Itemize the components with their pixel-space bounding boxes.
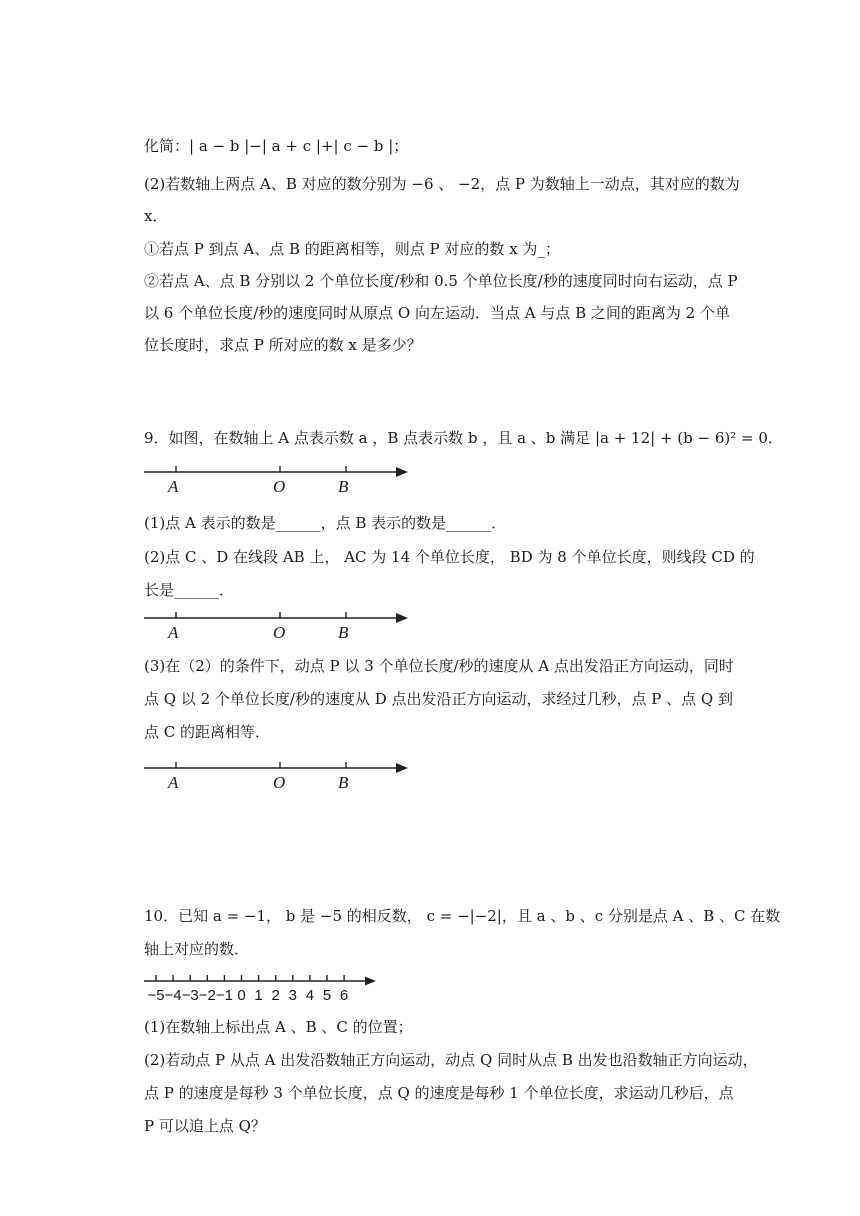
p8-q2b-line2: 以 6 个单位长度/秒的速度同时从原点 O 向左运动．当点 A 与点 B 之间的距离为 2 个单 <box>144 304 730 322</box>
p9-q1: (1)点 A 表示的数是______，点 B 表示的数是______． <box>144 514 507 532</box>
number-line-2 <box>140 608 410 644</box>
p8-q2b-line3: 位长度时，求点 P 所对应的数 x 是多少？ <box>144 336 422 354</box>
axis-label-a: A <box>168 477 179 496</box>
p8-q2b-line1: ②若点 A、点 B 分别以 2 个单位长度/秒和 0.5 个单位长度/秒的速度同时向右运动，点 P <box>144 272 738 290</box>
axis-label-b: B <box>338 773 349 792</box>
axis-label-a: A <box>168 623 179 642</box>
p10-stem-line2: 轴上对应的数． <box>144 940 250 958</box>
p9-q2-line2: 长是______． <box>144 581 235 599</box>
p10-q1: (1)在数轴上标出点 A 、B 、C 的位置； <box>144 1018 413 1036</box>
p10-q2-line1: (2)若动点 P 从点 A 出发沿数轴正方向运动，动点 Q 同时从点 B 出发也沿数轴正方向运动， <box>144 1051 758 1069</box>
p9-q2-line1: (2)点 C 、D 在线段 AB 上， AC 为 14 个单位长度， BD 为 8 个单位长度，则线段 CD 的 <box>144 548 755 566</box>
p8-q2-line1: (2)若数轴上两点 A、B 对应的数分别为 −6 、 −2，点 P 为数轴上一动点，其对应的数为 <box>144 175 740 193</box>
p9-q3-line2: 点 Q 以 2 个单位长度/秒的速度从 D 点出发沿正方向运动，求经过几秒，点 P 、点 Q 到 <box>144 690 733 708</box>
p9-q3-line1: (3)在（2）的条件下，动点 P 以 3 个单位长度/秒的速度从 A 点出发沿正方向运动，同时 <box>144 657 734 675</box>
tick-label: −5 <box>147 987 165 1004</box>
number-line-3 <box>140 758 410 794</box>
p9-stem: 9．如图，在数轴上 A 点表示数 a ，B 点表示数 b ，且 a 、b 满足 |a + 12| + (b − 6)² = 0． <box>144 429 783 447</box>
p9-q3-line3: 点 C 的距离相等． <box>144 723 271 741</box>
tick-label: −3 <box>181 987 199 1004</box>
integer-number-line <box>140 972 380 1006</box>
axis-label-o: O <box>273 773 286 792</box>
tick-label: 1 <box>254 987 263 1004</box>
p8-simplify: 化简：| a − b |−| a + c |+| c − b |； <box>144 137 409 155</box>
p8-q2-line2: x． <box>144 207 168 225</box>
p10-stem-line1: 10．已知 a = −1， b 是 −5 的相反数， c = −|−2|，且 a 、b 、c 分别是点 A 、B 、C 在数 <box>144 907 781 925</box>
tick-label: −2 <box>198 987 216 1004</box>
tick-label: 3 <box>288 987 297 1004</box>
tick-label: 5 <box>322 987 332 1004</box>
p10-q2-line3: P 可以追上点 Q？ <box>144 1117 266 1135</box>
axis-label-a: A <box>168 773 179 792</box>
tick-label: 4 <box>305 987 315 1004</box>
tick-label: 2 <box>271 987 280 1004</box>
number-line-1 <box>140 462 410 498</box>
axis-label-b: B <box>338 623 349 642</box>
tick-label: 0 <box>237 987 246 1004</box>
tick-label: −1 <box>215 987 233 1004</box>
tick-label: 6 <box>339 987 349 1004</box>
p10-q2-line2: 点 P 的速度是每秒 3 个单位长度，点 Q 的速度是每秒 1 个单位长度，求运动几秒后，点 <box>144 1084 734 1102</box>
axis-label-o: O <box>273 623 286 642</box>
axis-label-b: B <box>338 477 349 496</box>
p8-q2a: ①若点 P 到点 A、点 B 的距离相等，则点 P 对应的数 x 为_； <box>144 240 560 258</box>
tick-label: −4 <box>164 987 182 1004</box>
axis-label-o: O <box>273 477 286 496</box>
